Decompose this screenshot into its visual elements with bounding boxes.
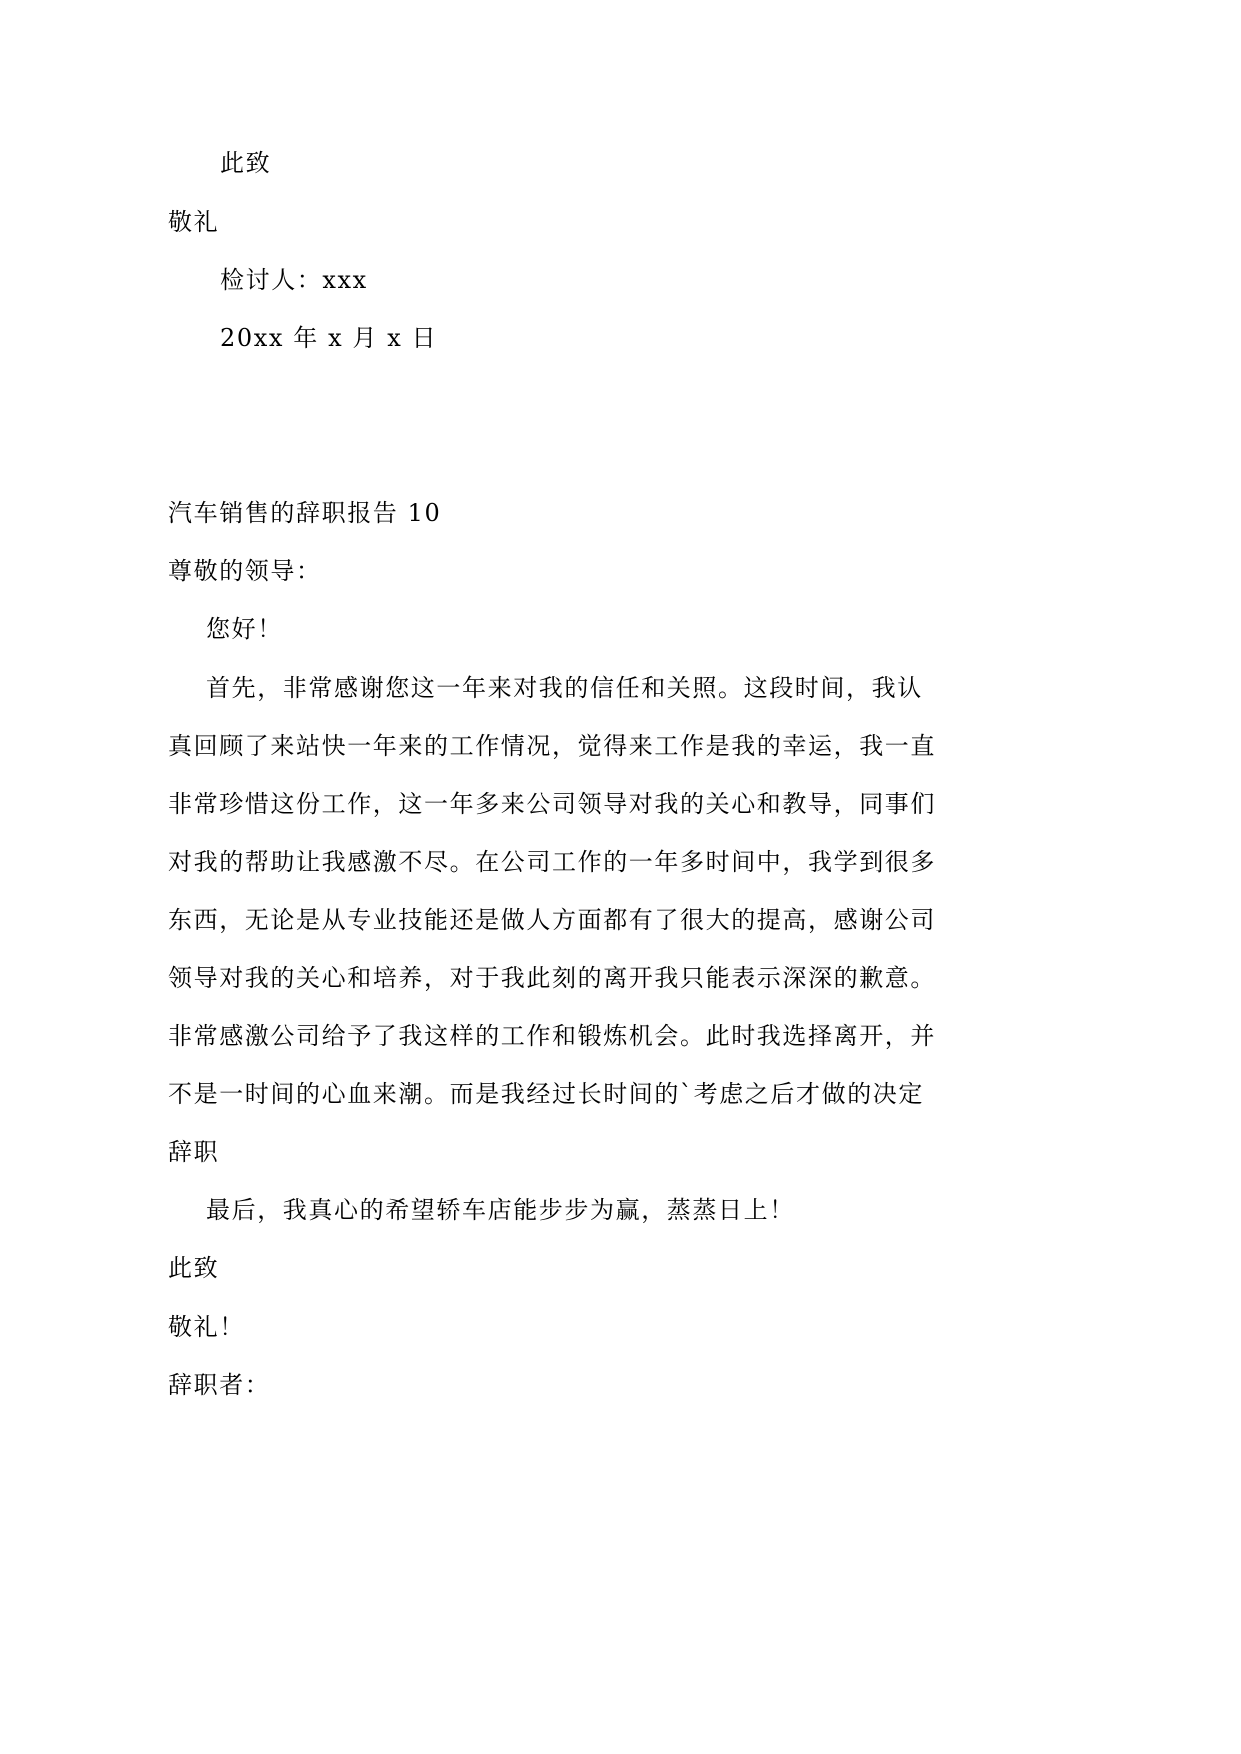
final-wish: 最后，我真心的希望轿车店能步步为赢，蒸蒸日上！ — [206, 1196, 795, 1224]
letter-ci-zhi: 此致 — [168, 1254, 220, 1282]
letter-greeting: 您好！ — [206, 615, 283, 643]
body-line: 真回顾了来站快一年来的工作情况，觉得来工作是我的幸运，我一直 — [168, 732, 936, 760]
body-line: 不是一时间的心血来潮。而是我经过长时间的`考虑之后才做的决定 — [168, 1080, 924, 1108]
body-line: 东西，无论是从专业技能还是做人方面都有了很大的提高，感谢公司 — [168, 906, 936, 934]
body-line: 对我的帮助让我感激不尽。在公司工作的一年多时间中，我学到很多 — [168, 848, 936, 876]
body-line: 非常感激公司给予了我这样的工作和锻炼机会。此时我选择离开，并 — [168, 1022, 936, 1050]
closing-jing-li: 敬礼 — [168, 208, 220, 236]
body-line: 首先，非常感谢您这一年来对我的信任和关照。这段时间，我认 — [206, 674, 923, 702]
reviewer-signature: 检讨人：xxx — [220, 266, 368, 294]
body-line: 辞职 — [168, 1138, 220, 1166]
resigner-signature: 辞职者： — [168, 1371, 271, 1399]
letter-salutation: 尊敬的领导： — [168, 557, 322, 585]
letter-title: 汽车销售的辞职报告 10 — [168, 499, 442, 527]
letter-jing-li: 敬礼！ — [168, 1313, 245, 1341]
closing-date: 20xx 年 x 月 x 日 — [220, 324, 438, 352]
body-line: 非常珍惜这份工作，这一年多来公司领导对我的关心和教导，同事们 — [168, 790, 936, 818]
closing-ci-zhi: 此致 — [220, 149, 272, 177]
body-line: 领导对我的关心和培养，对于我此刻的离开我只能表示深深的歉意。 — [168, 964, 936, 992]
